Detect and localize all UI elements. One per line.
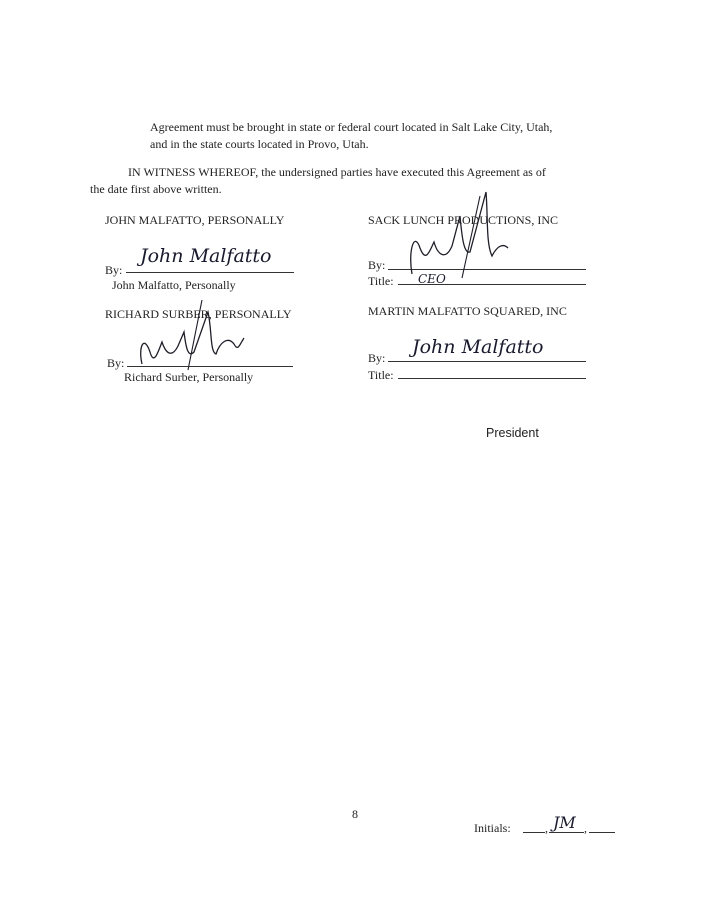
witness-paragraph-line-2: the date first above written. (90, 182, 222, 196)
party-heading-john-malfatto: JOHN MALFATTO, PERSONALLY (105, 213, 285, 227)
title-line-martin-malfatto (398, 378, 586, 379)
typed-title-president: President (486, 426, 539, 440)
signature-line-john-malfatto (126, 272, 294, 273)
signature-martin-malfatto: John Malfatto (412, 336, 544, 358)
initials-separator-1: , (545, 821, 548, 835)
party-heading-richard-surber: RICHARD SURBER, PERSONALLY (105, 307, 292, 321)
initials-separator-2: , (584, 821, 587, 835)
by-label-john-malfatto: By: (105, 263, 123, 277)
signature-richard-surber (128, 292, 268, 374)
by-label-martin-malfatto: By: (368, 351, 386, 365)
party-heading-sack-lunch-productions: SACK LUNCH PRODUCTIONS, INC (368, 213, 559, 227)
name-line-john-malfatto: John Malfatto, Personally (112, 278, 236, 292)
witness-paragraph-line-1: IN WITNESS WHEREOF, the undersigned parties have executed this Agreement as of (128, 165, 546, 179)
name-line-richard-surber: Richard Surber, Personally (124, 370, 254, 384)
by-label-sack-lunch: By: (368, 258, 386, 272)
signature-sack-lunch (390, 186, 520, 282)
signature-john-malfatto: John Malfatto (140, 245, 272, 267)
initials-blank-1 (523, 832, 545, 833)
signature-line-martin-malfatto (388, 361, 586, 362)
by-label-richard-surber: By: (107, 356, 125, 370)
agreement-paragraph-line-2: and in the state courts located in Provo, Utah. (150, 137, 369, 151)
agreement-paragraph-line-1: Agreement must be brought in state or federal court located in Salt Lake City, Utah, (150, 120, 553, 134)
title-label-martin-malfatto: Title: (368, 368, 394, 382)
page-number: 8 (352, 807, 358, 821)
title-label-sack-lunch: Title: (368, 274, 394, 288)
initials-label: Initials: (474, 821, 511, 835)
initials-value: JM (553, 813, 576, 832)
initials-line-2 (549, 832, 584, 833)
party-heading-martin-malfatto-squared: MARTIN MALFATTO SQUARED, INC (368, 304, 567, 318)
initials-blank-3 (589, 832, 615, 833)
title-value-sack-lunch: CEO (418, 272, 446, 286)
